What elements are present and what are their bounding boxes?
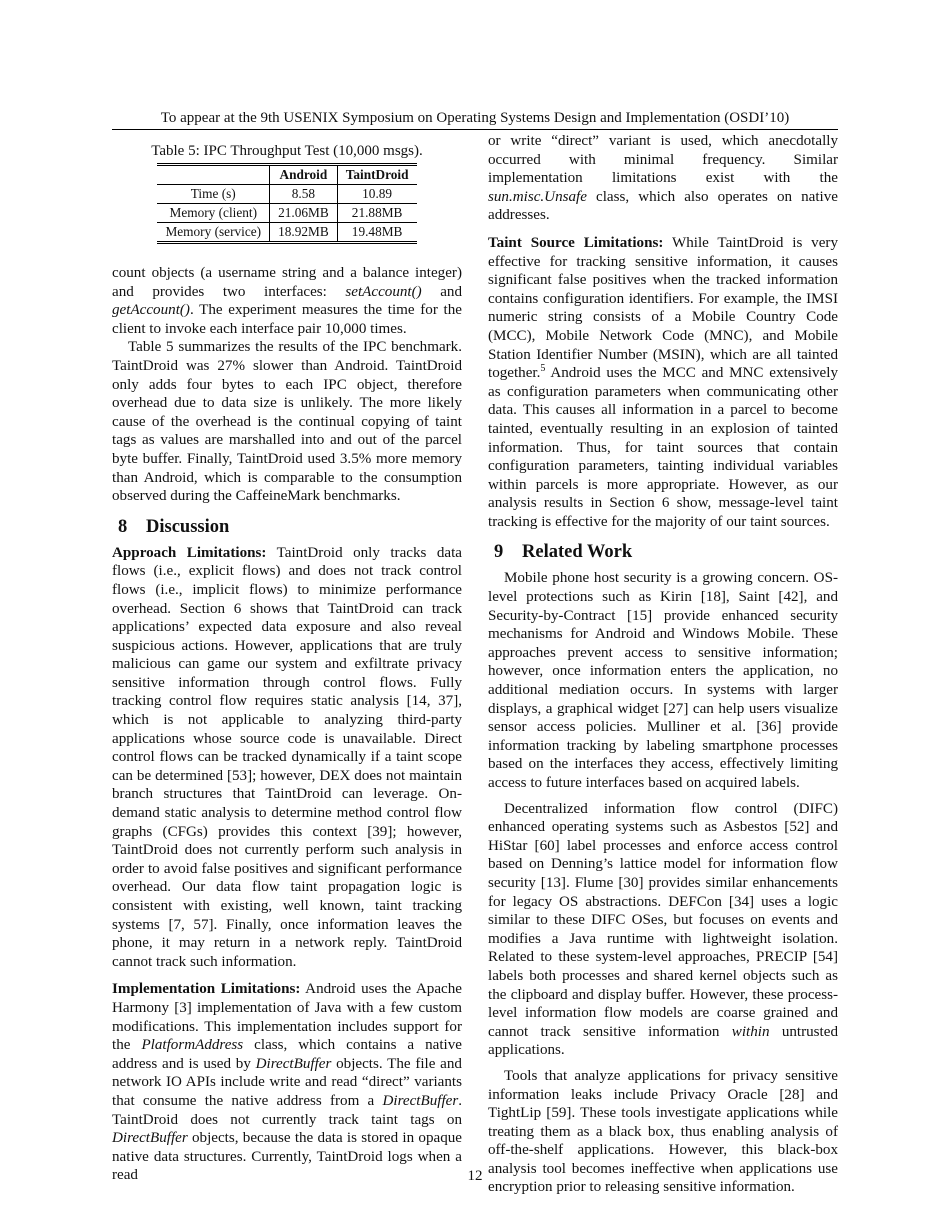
cell-android: 8.58: [270, 185, 338, 204]
footnote-marker: 5: [540, 363, 546, 375]
paragraph-related-work-3: Tools that analyze applications for privacy sensitive information leaks include Privacy Oracle [28] and TightLip [59]. These tools investigate applications while treating them as a black box, thus enabling analysis of off-the-shelf applications. However, this black-box analysis tool becomes ineffective when applications use encryption prior to releasing sensitive information.: [488, 1067, 838, 1196]
table-row: [157, 185, 416, 204]
table-header-cell: TaintDroid: [337, 165, 416, 185]
table-row: [157, 204, 416, 223]
paragraph-ipc-results: Table 5 summarizes the results of the IPC benchmark. TaintDroid was 27% slower than Android. TaintDroid only adds four bytes to each IPC object, therefore overhead due to data size is unlikely. The more likely cause of the overhead is the continual copying of taint tags as values are marshalled into and out of the parcel byte buffer. Finally, TaintDroid used 3.5% more memory than Android, which is comparable to the consumption observed during the CaffeineMark benchmarks.: [112, 339, 462, 505]
running-head: To appear at the 9th USENIX Symposium on Operating Systems Design and Implementation (OSDI’10): [160, 110, 790, 126]
paragraph-ipc-setup: count objects (a username string and a balance integer) and provides two interfaces: setAccount() and getAccount(). The experiment measures the time for the client to invoke each interface pair 10,000 times.: [112, 265, 462, 337]
table-caption: Table 5: IPC Throughput Test (10,000 msgs).: [151, 143, 423, 159]
header-rule: [112, 129, 838, 130]
cell-android: 21.06MB: [270, 204, 338, 223]
cell-taintdroid: 19.48MB: [337, 223, 416, 243]
cell-android: 18.92MB: [270, 223, 338, 243]
cell-taintdroid: 21.88MB: [337, 204, 416, 223]
ipc-throughput-table: [157, 163, 416, 244]
table-header-cell: [157, 165, 269, 185]
paragraph-implementation-limitations: Implementation Limitations: Android uses the Apache Harmony [3] implementation of Java with a few custom modifications. This implementation includes support for the PlatformAddress class, which contains a native address and is used by DirectBuffer objects. The file and network IO APIs include write and read “direct” variants that consume the native address from a DirectBuffer. TaintDroid does not currently track taint tags on DirectBuffer objects, because the data is stored in opaque native data structures. Currently, TaintDroid logs when a read: [112, 981, 463, 1184]
page-number: 12: [467, 1168, 483, 1184]
table-header-row: [157, 165, 416, 185]
row-label: Memory (service): [157, 223, 269, 243]
paragraph-related-work-2: Decentralized information flow control (DIFC) enhanced operating systems such as Asbestos [52] and HiStar [60] label processes and enforce access control based on Denning’s lattice model for information flow security [13]. Flume [30] provides similar enhancements for legacy OS abstractions. DEFCon [34] uses a logic similar to these DIFC OSes, but focuses on events and modifies a Java runtime with lightweight isolation. Related to these system-level approaches, PRECIP [54] labels both processes and shared kernel objects such as the clipboard and display buffer. However, these process-level information flow models are coarse grained and cannot track sensitive information within untrusted applications.: [488, 800, 838, 1059]
section-heading-related-work: 9 Related Work: [494, 542, 633, 563]
paragraph-taint-source-limitations: Taint Source Limitations: While TaintDroid is very effective for tracking sensitive information, it causes significant false positives when the tracked information contains configuration identifiers. For example, the IMSI numeric string consists of a Mobile Country Code (MCC), Mobile Network Code (MNC), and Mobile Station Identifier Number (MSIN), which are all tainted together.$^5$ Android uses the MCC and MNC extensively as configuration parameters when communicating other data. This causes all information in a parcel to become tainted, eventually resulting in an explosion of tainted information. Thus, for taint sources that contain configuration parameters, tainting individual variables within parcels is more appropriate. However, as our analysis results in Section 6 show, message-level taint tracking is effective for the majority of our taint sources.: [488, 234, 839, 530]
row-label: Memory (client): [157, 204, 269, 223]
table-row: [157, 223, 416, 243]
cell-taintdroid: 10.89: [337, 185, 416, 204]
section-heading-discussion: 8 Discussion: [118, 516, 230, 537]
paragraph-continuation: or write “direct” variant is used, which anecdotally occurred with minimal frequency. Similar implementation limitations exist with the sun.misc.Unsafe class, which also operates on native addresses.: [488, 133, 838, 224]
paragraph-related-work-1: Mobile phone host security is a growing concern. OS-level protections such as Kirin [18], Saint [42], and Security-by-Contract [15] provide enhanced security mechanisms for Android and Windows Mobile. These approaches prevent access to sensitive information; however, once information enters the application, no additional mediation occurs. In systems with larger displays, a graphical widget [27] can help users visualize sensor access policies. Mulliner et al. [36] provide information tracking by labeling smartphone processes based on the interfaces they access, effectively limiting access to future interfaces based on acquired labels.: [488, 570, 838, 791]
table-header-cell: Android: [270, 165, 338, 185]
paragraph-approach-limitations: Approach Limitations: TaintDroid only tracks data flows (i.e., explicit flows) and does not track control flows (i.e., implicit flows) to minimize performance overhead. Section 6 shows that TaintDroid can track applications’ expected data exposure and also reveal suspicious actions. However, applications that are truly malicious can game our system and exfiltrate privacy sensitive information through control flows. Fully tracking control flow requires static analysis [14, 37], which is not applicable to analyzing third-party applications whose source code is unavailable. Direct control flows can be tracked dynamically if a taint scope can be determined [53]; however, DEX does not maintain branch structures that TaintDroid can leverage. On-demand static analysis to determine method control flow graphs (CFGs) provides this context [39]; however, TaintDroid does not currently perform such analysis in order to avoid false positives and significant performance overhead. Our data flow taint propagation logic is consistent with existing, well known, taint tracking systems [7, 57]. Finally, once information leaves the phone, it may return in a network reply. TaintDroid cannot track such information.: [112, 544, 462, 970]
left-column: [112, 132, 462, 1185]
right-column: [488, 132, 838, 1197]
row-label: Time (s): [190, 186, 236, 201]
